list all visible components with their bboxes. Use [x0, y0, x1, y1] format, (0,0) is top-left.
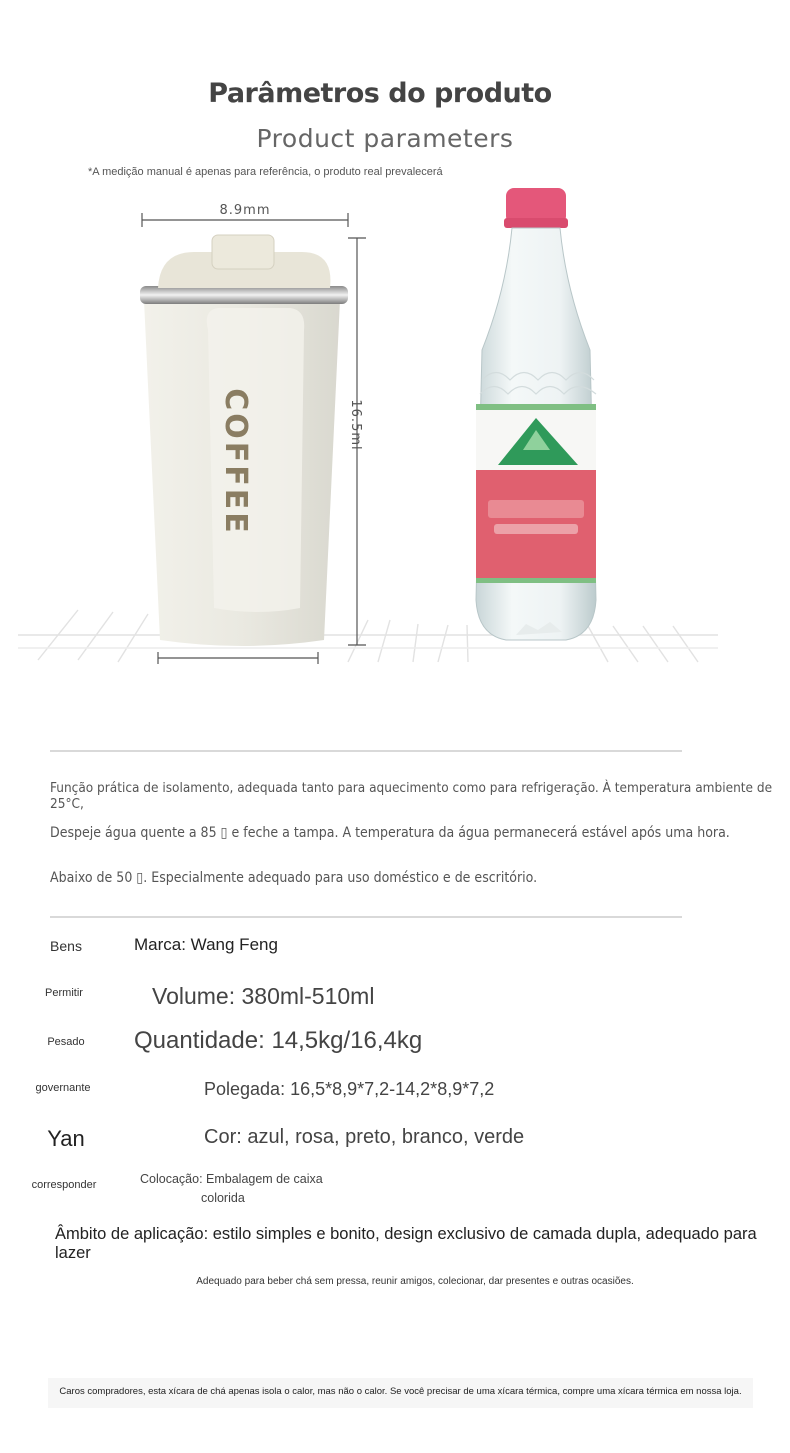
param-label-4: governante: [35, 1082, 91, 1094]
height-label: 16.5ml: [348, 399, 363, 451]
footer-notice: Caros compradores, esta xícara de chá apenas isola o calor, mas não o calor. Se você precisar de uma xícara térmica, compre uma xícara térmica em nossa loja.: [59, 1386, 742, 1397]
water-bottle: [476, 188, 596, 640]
param-packaging-cont: colorida: [201, 1191, 245, 1205]
description-line-3: Abaixo de 50 ▯. Especialmente adequado para uso doméstico e de escritório.: [50, 870, 538, 886]
width-label: 8.9mm: [219, 203, 271, 218]
param-label-1: Bens: [50, 938, 82, 954]
description-line-1: Função prática de isolamento, adequada tanto para aquecimento como para refrigeração. À temperatura ambiente de 25°C,: [50, 780, 773, 812]
param-label-3: Pesado: [47, 1036, 85, 1048]
scope-title: Âmbito de aplicação: estilo simples e bonito, design exclusivo de camada dupla, adequado para lazer: [55, 1225, 757, 1262]
floor-reflection: [18, 610, 718, 662]
base-dimension: [158, 652, 318, 664]
param-label-2: Permitir: [45, 987, 83, 999]
scope-subtitle: Adequado para beber chá sem pressa, reunir amigos, colecionar, dar presentes e outras ocasiões.: [196, 1276, 634, 1287]
param-brand: Marca: Wang Feng: [134, 935, 278, 954]
param-volume: Volume: 380ml-510ml: [152, 983, 375, 1009]
param-label-6: corresponder: [31, 1179, 97, 1191]
divider-top: [50, 750, 682, 752]
divider-middle: [50, 916, 682, 918]
param-size: Polegada: 16,5*8,9*7,2-14,2*8,9*7,2: [204, 1079, 495, 1099]
coffee-cup: [140, 235, 348, 646]
page-subtitle: Product parameters: [256, 124, 514, 153]
param-color: Cor: azul, rosa, preto, branco, verde: [204, 1126, 525, 1148]
description-line-2: Despeje água quente a 85 ▯ e feche a tampa. A temperatura da água permanecerá estável após uma hora.: [50, 825, 730, 841]
page-title: Parâmetros do produto: [208, 78, 552, 109]
param-packaging: Colocação: Embalagem de caixa: [140, 1172, 323, 1186]
param-label-5: Yan: [47, 1126, 85, 1151]
measurement-note: *A medição manual é apenas para referência, o produto real prevalecerá: [88, 166, 443, 178]
cup-brand-text: COFFEE: [218, 388, 253, 536]
product-figure: [18, 180, 718, 680]
param-weight: Quantidade: 14,5kg/16,4kg: [134, 1027, 423, 1054]
